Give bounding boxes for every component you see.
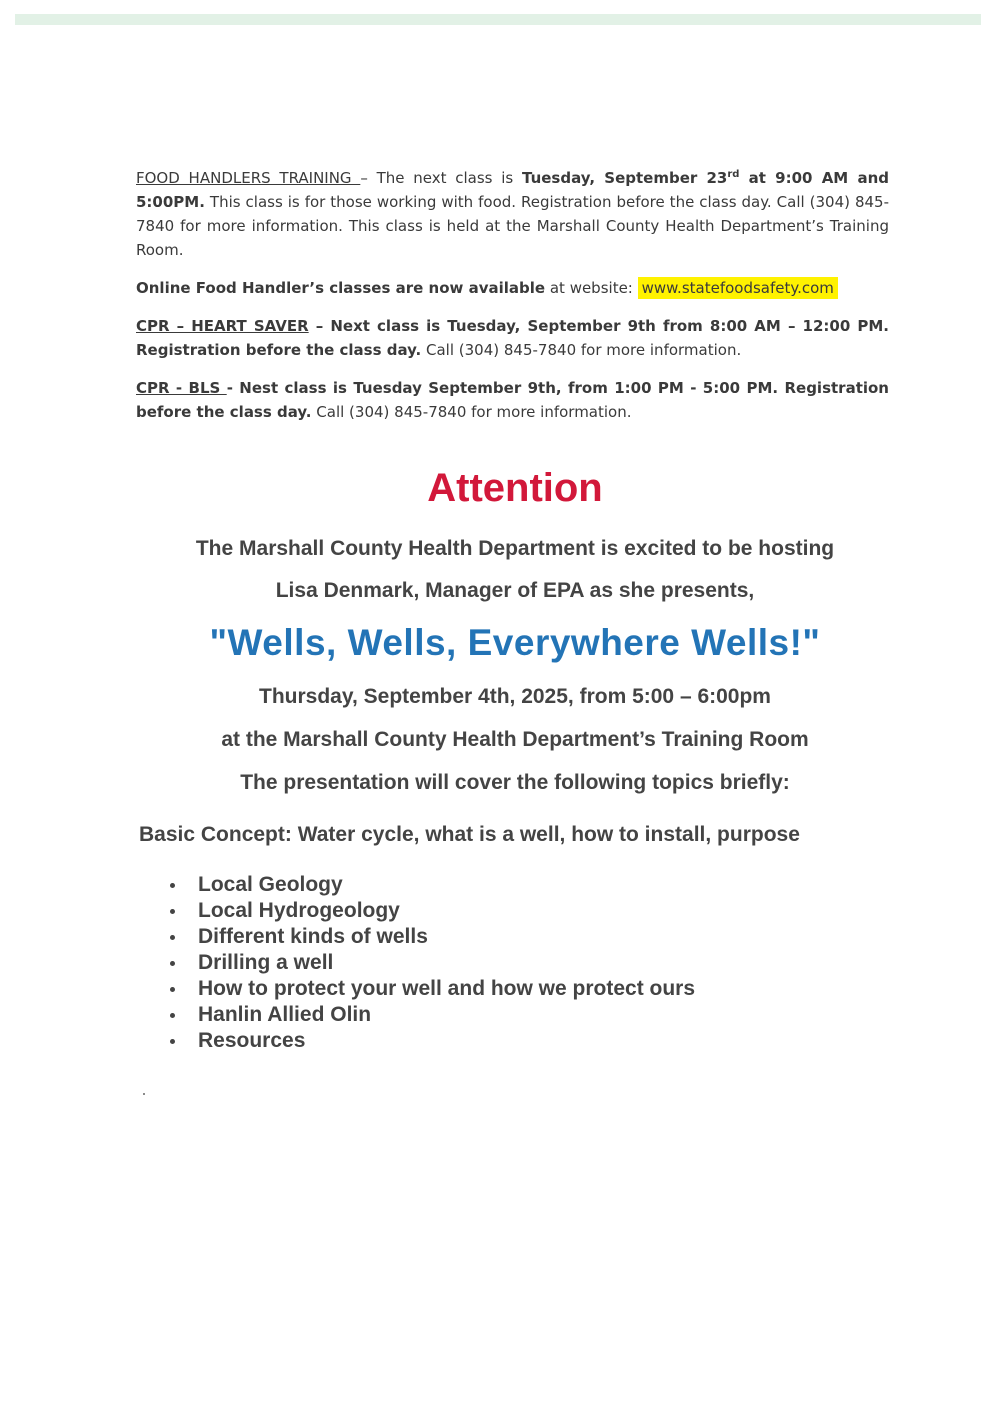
online-mid: at website: [545,279,638,297]
list-item [170,1002,695,1028]
stray-mark [143,1093,145,1095]
topic-label: Hanlin Allied Olin [198,1003,372,1026]
food-handlers-date-suffix: rd [727,169,740,180]
basic-concept-line: Basic Concept: Water cycle, what is a well, how to install, purpose [139,823,800,846]
bullet-icon [170,883,175,888]
presenter-line: Lisa Denmark, Manager of EPA as she presents, [275,579,755,602]
statefoodsafety-link[interactable]: www.statefoodsafety.com [638,277,838,299]
event-datetime: Thursday, September 4th, 2025, from 5:00 – 6:00pm [259,685,771,708]
cpr-bls-contact: Call (304) 845-7840 for more information. [311,403,632,421]
cpr-heart-saver-notice [136,314,889,362]
bullet-icon [170,909,175,914]
cpr-heart-saver-contact: Call (304) 845-7840 for more information. [421,341,742,359]
topic-label: Resources [198,1029,306,1052]
bullet-icon [170,961,175,966]
food-handlers-notice [136,166,889,262]
topic-label: Local Hydrogeology [198,899,400,922]
list-item [170,898,695,924]
list-item [170,950,695,976]
topics-intro: The presentation will cover the following topics briefly: [240,771,790,794]
attention-heading: Attention [427,466,603,510]
topics-list [170,872,695,1054]
online-lead: Online Food Handler’s classes are now available [136,279,546,297]
cpr-bls-details: - Nest class is Tuesday September 9th, from 1:00 PM - 5:00 PM. Registration before the class day. [136,379,889,421]
topic-label: Drilling a well [198,951,334,974]
food-handlers-date: Tuesday, September 23 [521,169,728,187]
list-item [170,1028,695,1054]
cpr-heart-saver-details: – Next class is Tuesday, September 9th from 8:00 AM – 12:00 PM. Registration before the class day. [136,317,890,359]
cpr-bls-heading: CPR - BLS [136,379,227,397]
presentation-title: "Wells, Wells, Everywhere Wells!" [209,622,821,663]
food-handlers-body: This class is for those working with food. Registration before the class day. Call (304) 845-7840 for more information. This class is held at the Marshall County Health Department’s Training Room. [136,193,889,259]
online-notice [136,276,889,300]
event-location: at the Marshall County Health Department’s Training Room [221,728,809,751]
host-line: The Marshall County Health Department is excited to be hosting [195,537,835,560]
topic-label: How to protect your well and how we protect ours [198,977,696,1000]
bullet-icon [170,1013,175,1018]
food-handlers-dash: – The next class is [360,169,522,187]
top-color-band [15,14,981,25]
topic-label: Different kinds of wells [198,925,428,948]
class-notices [136,166,889,424]
cpr-heart-saver-heading: CPR – HEART SAVER [136,317,309,335]
bullet-icon [170,1039,175,1044]
cpr-bls-notice [136,376,889,424]
topic-label: Local Geology [198,873,343,896]
list-item [170,924,695,950]
food-handlers-heading: FOOD HANDLERS TRAINING [136,169,361,187]
list-item [170,872,695,898]
bullet-icon [170,987,175,992]
list-item [170,976,695,1002]
bullet-icon [170,935,175,940]
food-handlers-time: at 9:00 AM and 5:00PM. [136,169,889,211]
